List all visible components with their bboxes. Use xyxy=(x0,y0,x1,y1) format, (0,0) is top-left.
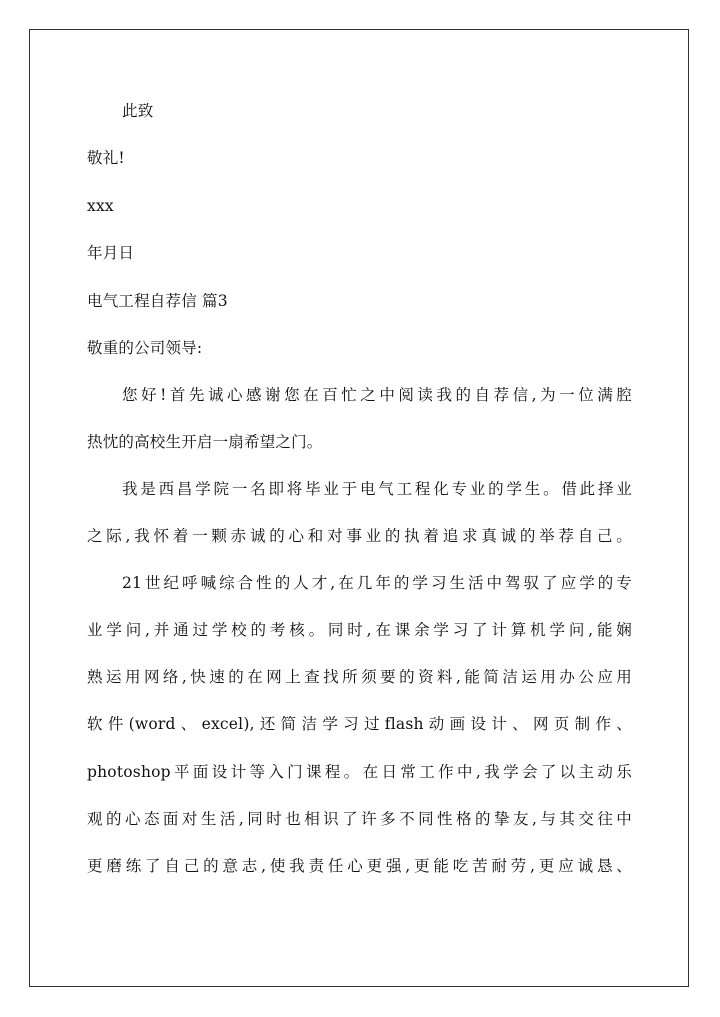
paragraph-line: 之际,我怀着一颗赤诚的心和对事业的执着追求真诚的举荐自己。 xyxy=(87,527,632,545)
paragraph-line: 观的心态面对生活,同时也相识了许多不同性格的挚友,与其交往中 xyxy=(87,810,632,828)
paragraph-line: 您好!首先诚心感谢您在百忙之中阅读我的自荐信,为一位满腔 xyxy=(122,386,632,404)
signature: xxx xyxy=(87,197,114,215)
section-title: 电气工程自荐信 篇3 xyxy=(87,292,228,310)
closing-respect: 敬礼! xyxy=(87,149,125,167)
greeting: 敬重的公司领导: xyxy=(87,339,203,357)
paragraph-line: 热忱的高校生开启一扇希望之门。 xyxy=(87,433,323,451)
paragraph-line: 熟运用网络,快速的在网上查找所须要的资料,能简洁运用办公应用 xyxy=(87,668,632,686)
paragraph-line: 我是西昌学院一名即将毕业于电气工程化专业的学生。借此择业 xyxy=(122,480,632,498)
paragraph-line: 更磨练了自己的意志,使我责任心更强,更能吃苦耐劳,更应诚恳、 xyxy=(87,857,632,875)
paragraph-line: 软件(word、excel),还简洁学习过flash动画设计、网页制作、 xyxy=(87,715,632,733)
paragraph-line: 业学问,并通过学校的考核。同时,在课余学习了计算机学问,能娴 xyxy=(87,621,632,639)
page-frame xyxy=(29,29,689,987)
paragraph-line: 21世纪呼喊综合性的人才,在几年的学习生活中驾驭了应学的专 xyxy=(122,574,632,592)
paragraph-line: photoshop平面设计等入门课程。在日常工作中,我学会了以主动乐 xyxy=(87,763,632,781)
date-line: 年月日 xyxy=(87,244,135,262)
closing-salutation: 此致 xyxy=(122,102,154,120)
